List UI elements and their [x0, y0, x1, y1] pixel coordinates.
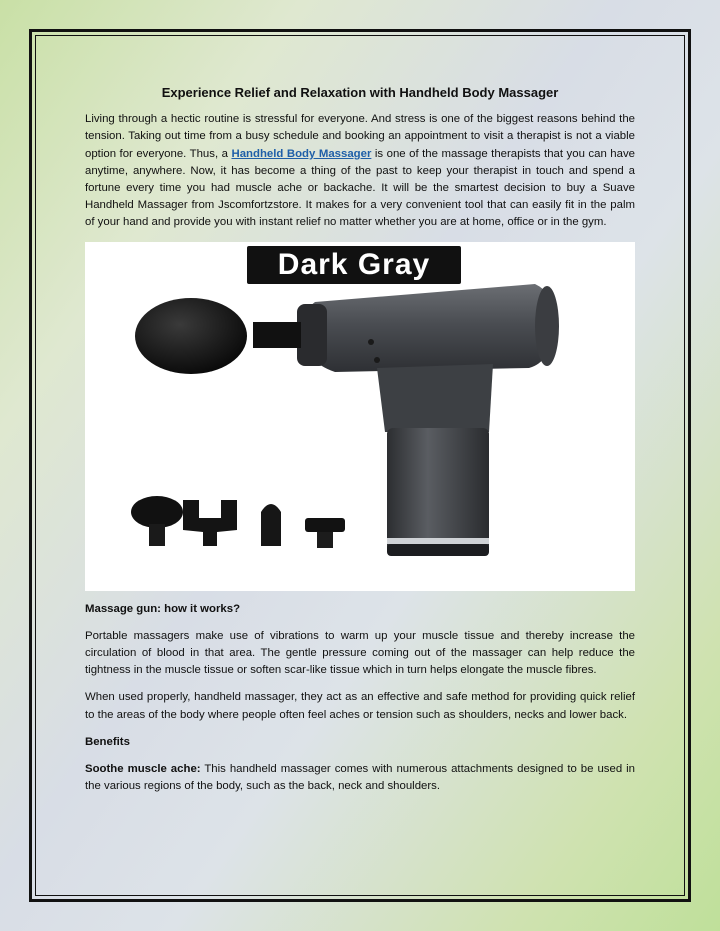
massage-head — [135, 298, 247, 374]
attachment-round-head — [131, 496, 183, 528]
benefit-item-lead: Soothe muscle ache: — [85, 763, 201, 776]
device-shaft — [253, 322, 301, 348]
device-barrel — [303, 284, 555, 372]
color-label: Dark Gray — [247, 246, 461, 284]
page-title: Experience Relief and Relaxation with Handheld Body Massager — [161, 85, 559, 100]
product-photo — [85, 242, 635, 591]
device-handle — [387, 428, 489, 556]
handheld-body-massager-link[interactable]: Handheld Body Massager — [231, 147, 372, 160]
attachment-flat-stem — [317, 532, 333, 548]
device-button-2 — [374, 357, 380, 363]
massage-gun-illustration — [85, 242, 635, 591]
attachment-bullet-head — [261, 504, 281, 546]
benefit-item-text: This handheld massager comes with numerous attachments designed to be used in the various regions of the body, such as the back, neck and shoulders. — [85, 763, 635, 793]
attachment-fork-head — [183, 500, 237, 546]
device-base-ring — [387, 538, 489, 544]
how-it-works-paragraph-1: Portable massagers make use of vibrations to warm up your muscle tissue and thereby increase the circulation of blood in that area. The gentle pressure coming out of the massager can help reduce the tightness in the muscle tissue or soften scar-like tissue which in turn helps elongate the muscle fibres. — [85, 629, 635, 677]
how-it-works-paragraph-2: When used properly, handheld massager, they act as an effective and safe method for providing quick relief to the areas of the body where people often feel aches or tension such as shoulders, necks and lower back. — [85, 691, 635, 721]
document-page — [85, 84, 635, 795]
intro-text-after-link: is one of the massage therapists that you can have anytime, anywhere. Now, it has become a thing of the past to keep your therapist in touch and spend a fortune every time you had muscle ache or backache. It will be the smartest decision to buy a Suave Handheld Massager from Jscomfortzstore. It makes for a very convenient tool that can easily fit in the palm of your hand and provide you with instant relief no matter whether you are at home, office or in the gym. — [85, 147, 635, 229]
intro-text-before-link: Living through a hectic routine is stressful for everyone. And stress is one of the biggest reasons behind the tension. Taking out time from a busy schedule and booking an appointment to visit a therapist is not a viable option for everyone. Thus, a — [85, 113, 635, 160]
attachment-flat-head — [305, 518, 345, 532]
device-neck — [377, 364, 493, 432]
device-rear-cap — [535, 286, 559, 366]
benefit-item-soothe — [85, 761, 635, 795]
intro-paragraph — [85, 111, 635, 231]
how-it-works-heading: Massage gun: how it works? — [85, 602, 241, 615]
device-button-1 — [368, 339, 374, 345]
benefits-heading: Benefits — [85, 735, 130, 748]
device-base — [387, 544, 489, 556]
attachment-round-stem — [149, 524, 165, 546]
device-front-collar — [297, 304, 327, 366]
